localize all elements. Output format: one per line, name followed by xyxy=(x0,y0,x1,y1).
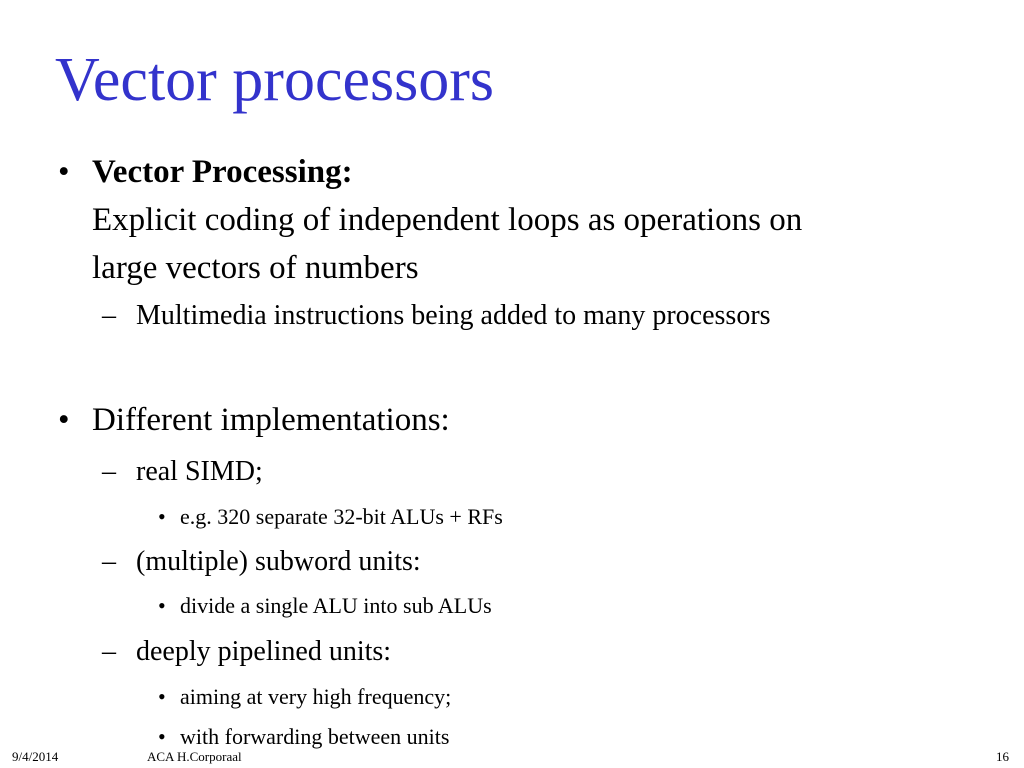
sub-bullet-multimedia xyxy=(102,299,771,333)
sub-sub-bullet-text: aiming at very high frequency; xyxy=(180,684,452,709)
bullet-marker: • xyxy=(58,402,70,438)
bullet-marker: • xyxy=(58,154,70,190)
dash-marker: – xyxy=(102,300,116,331)
bullet-different-implementations xyxy=(58,396,450,444)
bullet-text: Different implementations: xyxy=(92,402,450,438)
bullet-marker: • xyxy=(158,593,166,618)
sub-sub-bullet-alus xyxy=(158,503,503,531)
footer-date: 9/4/2014 xyxy=(12,749,59,764)
bullet-marker: • xyxy=(158,684,166,709)
sub-bullet-deeply-pipelined xyxy=(102,635,392,669)
sub-bullet-subword-units xyxy=(102,545,421,579)
sub-sub-bullet-text: e.g. 320 separate 32-bit ALUs + RFs xyxy=(180,504,503,529)
sub-bullet-text: real SIMD; xyxy=(136,456,263,487)
sub-bullet-real-simd xyxy=(102,455,263,489)
footer-page-number: 16 xyxy=(996,749,1009,764)
bullet-vector-processing xyxy=(58,148,803,286)
dash-marker: – xyxy=(102,456,116,487)
sub-sub-bullet-text: with forwarding between units xyxy=(180,724,450,749)
sub-bullet-text: (multiple) subword units: xyxy=(136,546,421,577)
slide-title: Vector processors xyxy=(55,46,495,114)
sub-sub-bullet-divide-alu xyxy=(158,592,492,620)
bullet-body xyxy=(92,396,972,444)
bullet-body xyxy=(92,148,972,292)
bullet-marker: • xyxy=(158,724,166,749)
sub-bullet-text: deeply pipelined units: xyxy=(136,636,392,667)
bullet-text-line-2: large vectors of numbers xyxy=(92,250,419,286)
dash-marker: – xyxy=(102,636,116,667)
sub-sub-bullet-forwarding xyxy=(158,723,450,751)
bullet-heading: Vector Processing: xyxy=(92,154,353,190)
sub-sub-bullet-text: divide a single ALU into sub ALUs xyxy=(180,593,492,618)
bullet-text-line-1: Explicit coding of independent loops as operations on xyxy=(92,202,803,238)
bullet-marker: • xyxy=(158,504,166,529)
sub-sub-bullet-high-frequency xyxy=(158,683,452,711)
dash-marker: – xyxy=(102,546,116,577)
footer-author: ACA H.Corporaal xyxy=(147,749,242,764)
sub-bullet-text: Multimedia instructions being added to many processors xyxy=(136,300,771,331)
